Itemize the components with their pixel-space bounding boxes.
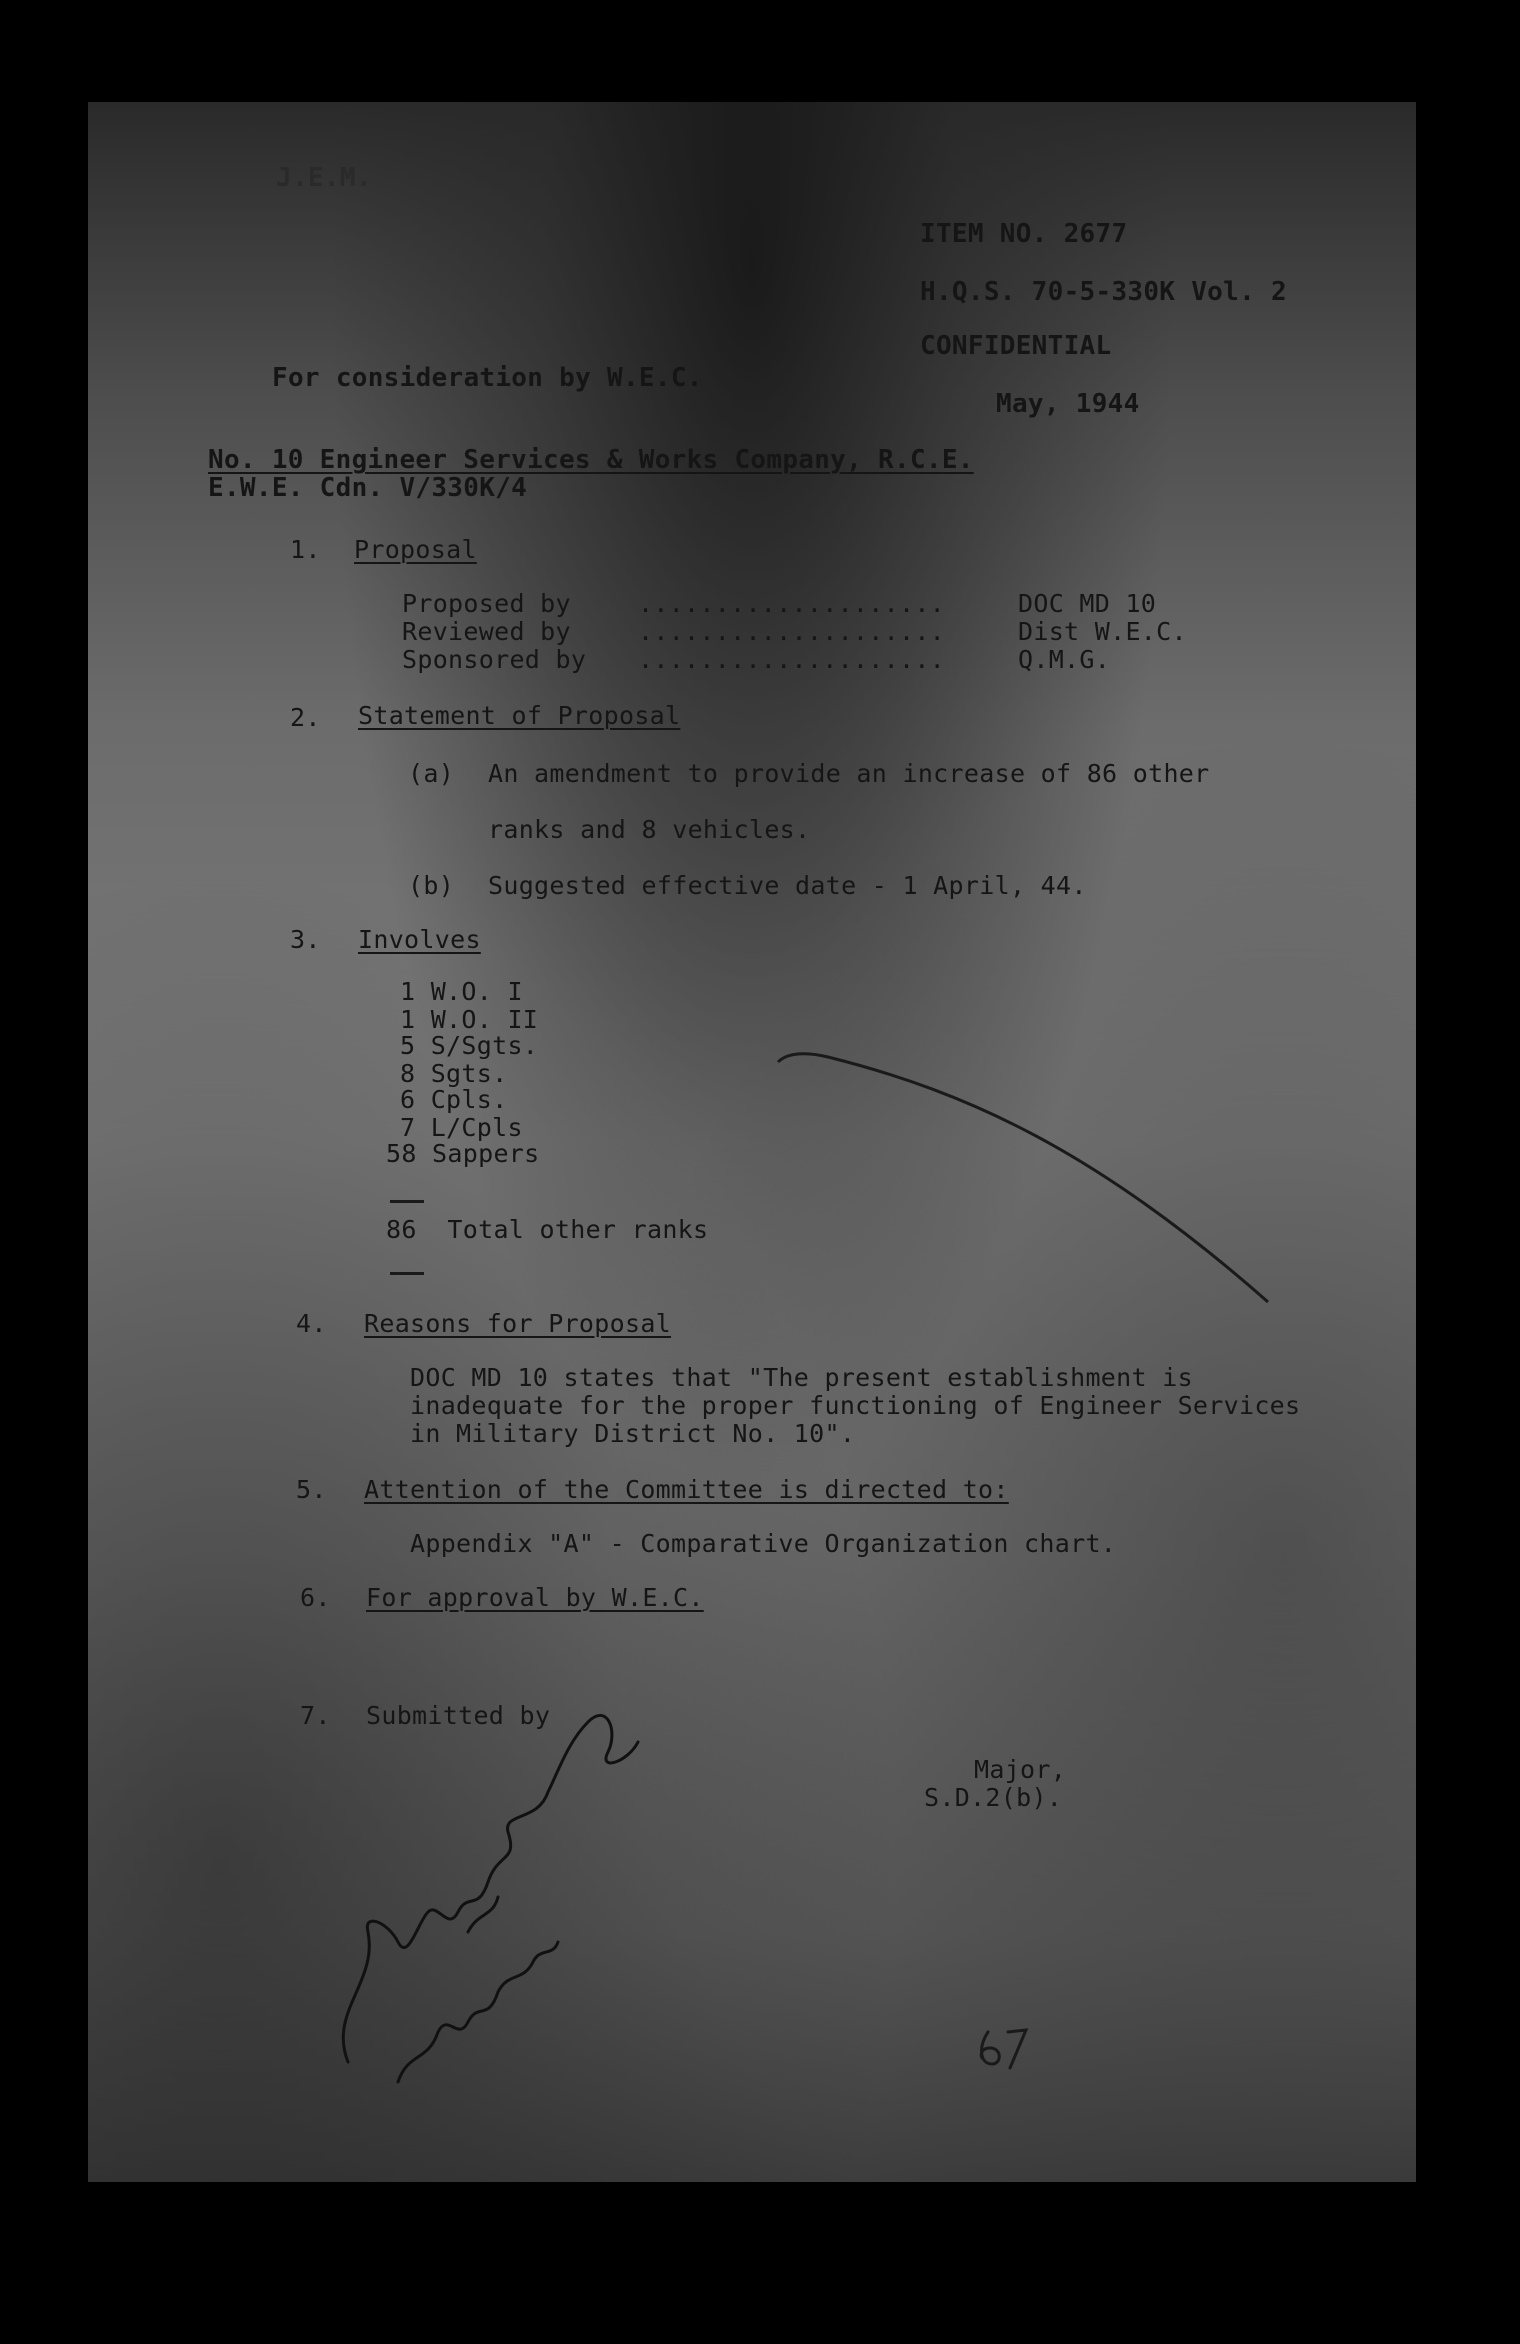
proposal-label: Sponsored by: [402, 645, 587, 674]
item-a-line-2: ranks and 8 vehicles.: [488, 815, 811, 844]
reasons-line-1: DOC MD 10 states that "The present establishment is: [410, 1363, 1193, 1392]
unit-title: No. 10 Engineer Services & Works Company, R.C.E.: [208, 445, 974, 475]
list-item: 5 S/Sgts.: [400, 1031, 539, 1060]
section-7-number: 7.: [300, 1701, 331, 1730]
proposal-label: Proposed by: [402, 589, 571, 618]
leader-dots: ....................: [638, 617, 946, 646]
file-reference: H.Q.S. 70-5-330K Vol. 2: [920, 277, 1287, 307]
item-b-text: Suggested effective date - 1 April, 44.: [488, 871, 1087, 900]
handwritten-note: [308, 1682, 768, 2102]
leader-dots: ....................: [638, 645, 946, 674]
list-item: 1 W.O. II: [400, 1005, 539, 1034]
item-a-label: (a): [408, 759, 455, 788]
reasons-line-2: inadequate for the proper functioning of Engineer Services: [410, 1391, 1301, 1420]
section-1-heading: Proposal: [354, 535, 477, 564]
proposal-value: DOC MD 10: [1018, 589, 1157, 618]
signatory-rank: Major,: [974, 1755, 1067, 1784]
pencil-stroke: [768, 1032, 1288, 1312]
proposal-value: Dist W.E.C.: [1018, 617, 1187, 646]
section-4-heading: Reasons for Proposal: [364, 1309, 672, 1338]
establishment-ref: E.W.E. Cdn. V/330K/4: [208, 473, 528, 503]
leader-dots: ....................: [638, 589, 946, 618]
section-3-heading: Involves: [358, 925, 481, 954]
classification: CONFIDENTIAL: [920, 331, 1112, 361]
total-other-ranks: 86 Total other ranks: [386, 1215, 709, 1244]
sum-rule: [390, 1272, 424, 1275]
list-item: 58 Sappers: [386, 1139, 540, 1168]
signatory-branch: S.D.2(b).: [924, 1783, 1063, 1812]
sum-rule: [390, 1200, 424, 1203]
proposal-label: Reviewed by: [402, 617, 571, 646]
section-4-number: 4.: [296, 1309, 327, 1338]
item-number: ITEM NO. 2677: [920, 219, 1128, 249]
section-2-heading: Statement of Proposal: [358, 701, 681, 730]
document-page: [88, 102, 1416, 2182]
proposal-value: Q.M.G.: [1018, 645, 1111, 674]
list-item: 8 Sgts.: [400, 1059, 508, 1088]
list-item: 6 Cpls.: [400, 1085, 508, 1114]
page-number-mark: [968, 2002, 1048, 2082]
initials: J.E.M.: [276, 163, 372, 193]
section-5-number: 5.: [296, 1475, 327, 1504]
list-item: 1 W.O. I: [400, 977, 523, 1006]
section-6-heading: For approval by W.E.C.: [366, 1583, 704, 1612]
attention-text: Appendix "A" - Comparative Organization chart.: [410, 1529, 1117, 1558]
section-2-number: 2.: [290, 703, 321, 732]
consideration-line: For consideration by W.E.C.: [272, 363, 703, 393]
section-1-number: 1.: [290, 535, 321, 564]
item-b-label: (b): [408, 871, 455, 900]
item-a-line-1: An amendment to provide an increase of 86 other: [488, 759, 1210, 788]
section-5-heading: Attention of the Committee is directed to:: [364, 1475, 1009, 1504]
list-item: 7 L/Cpls: [400, 1113, 523, 1142]
document-date: May, 1944: [996, 389, 1140, 419]
section-3-number: 3.: [290, 925, 321, 954]
submitted-by: Submitted by: [366, 1701, 551, 1730]
section-6-number: 6.: [300, 1583, 331, 1612]
reasons-line-3: in Military District No. 10".: [410, 1419, 856, 1448]
